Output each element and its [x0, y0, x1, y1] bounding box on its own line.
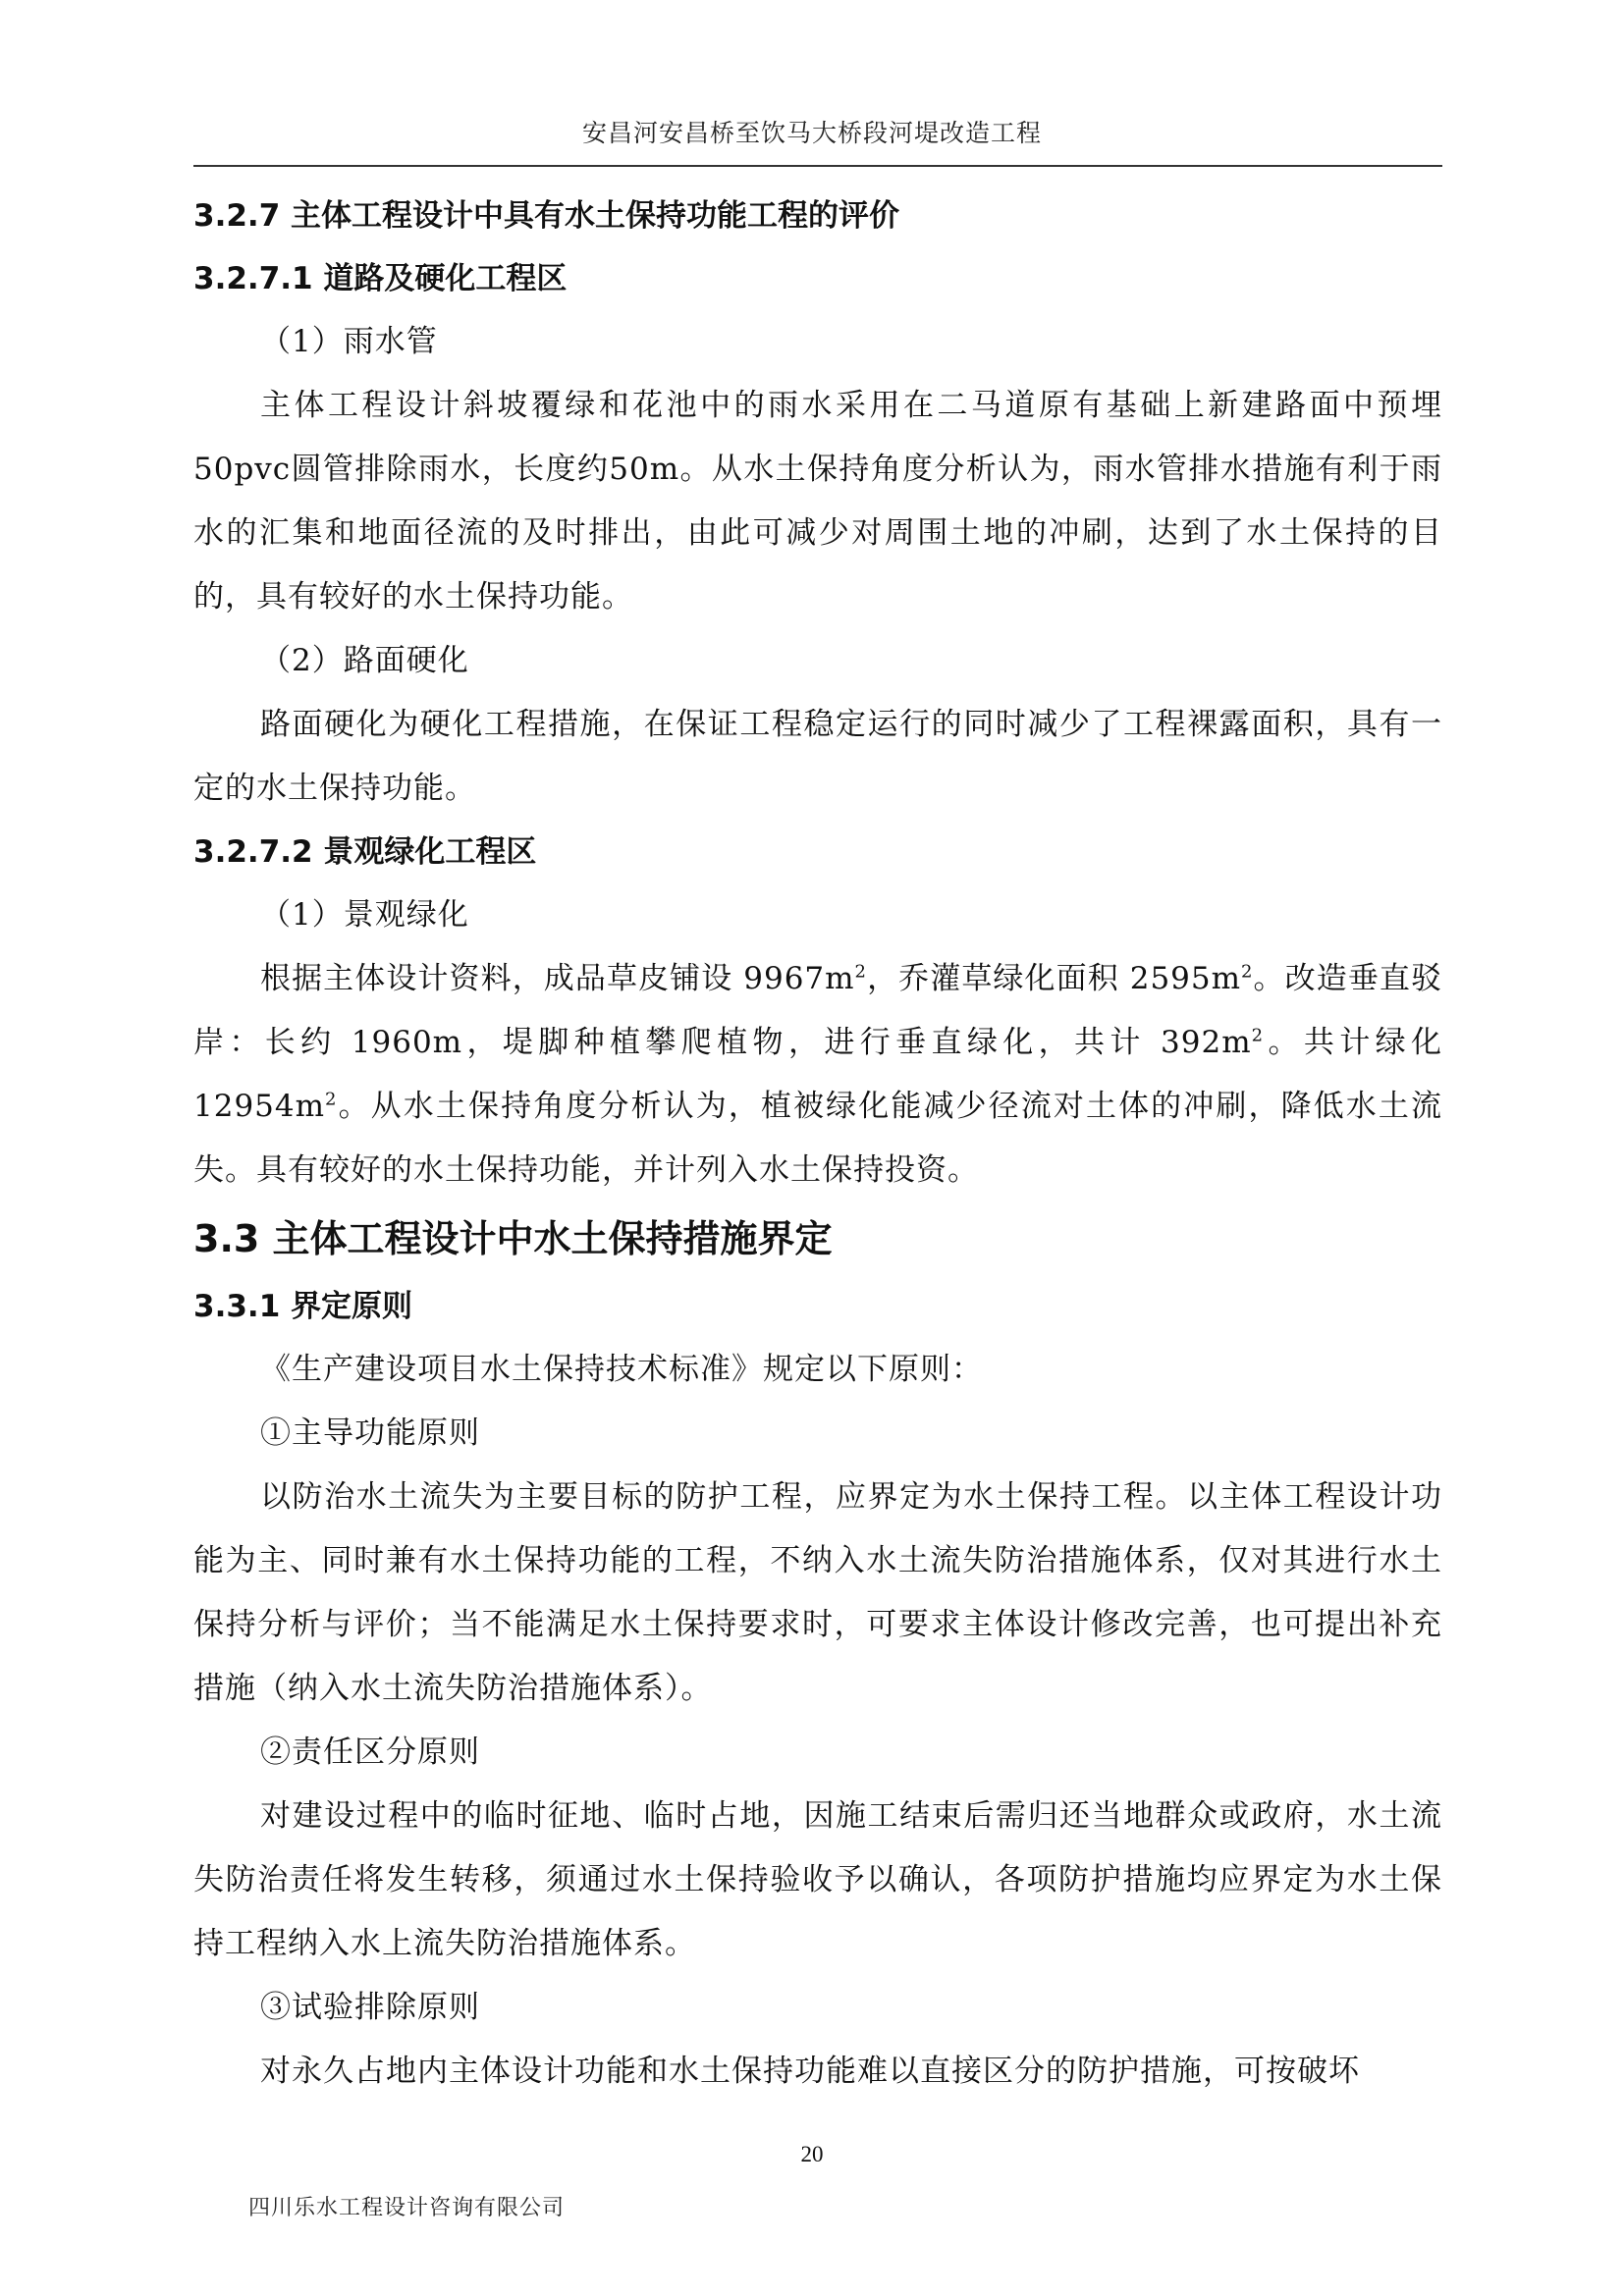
standard-intro: 《生产建设项目水土保持技术标准》规定以下原则： [260, 1352, 983, 1387]
principle-2-text: 对建设过程中的临时征地、临时占地，因施工结束后需归还当地群众或政府，水土流失防治责任将发生转移，须通过水土保持验收予以确认，各项防护措施均应界定为水土保持工程纳入水上流失防治措施体系。 [193, 1798, 1442, 1961]
section-heading-3-3: 3.3 主体工程设计中水土保持措施界定 [193, 1217, 833, 1260]
superscript: 2 [1241, 961, 1254, 983]
principle-3-text: 对永久占地内主体设计功能和水土保持功能难以直接区分的防护措施，可按破坏 [260, 2054, 1360, 2089]
item-road-hardening: （2）路面硬化 [260, 643, 469, 678]
page-number: 20 [800, 2142, 824, 2166]
paragraph-road-hardening: 路面硬化为硬化工程措施，在保证工程稳定运行的同时减少了工程裸露面积，具有一定的水土保持功能。 [193, 707, 1442, 806]
page-body [193, 185, 1442, 2104]
section-heading-3-3-1: 3.3.1 界定原则 [193, 1289, 413, 1324]
text-run: ，乔灌草绿化面积 2595m [867, 961, 1242, 996]
text-run: 。改造垂直驳岸：长约 1960m，堤脚种植攀爬植物，进行垂直绿化，共计 392m [193, 961, 1442, 1060]
text-run: 根据主体设计资料，成品草皮铺设 9967m [260, 961, 855, 996]
principle-1-text: 以防治水土流失为主要目标的防护工程，应界定为水土保持工程。以主体工程设计功能为主、同时兼有水土保持功能的工程，不纳入水土流失防治措施体系，仅对其进行水土保持分析与评价；当不能满足水土保持要求时，可要求主体设计修改完善，也可提出补充措施（纳入水土流失防治措施体系）。 [193, 1479, 1442, 1706]
principle-1-title: ①主导功能原则 [260, 1415, 480, 1451]
superscript: 2 [1251, 1025, 1265, 1046]
paragraph-landscape-greening [193, 947, 1442, 1202]
superscript: 2 [325, 1089, 338, 1110]
item-landscape-greening: （1）景观绿化 [260, 897, 469, 933]
section-heading-3-2-7-2: 3.2.7.2 景观绿化工程区 [193, 834, 537, 870]
section-heading-3-2-7: 3.2.7 主体工程设计中具有水土保持功能工程的评价 [193, 198, 900, 234]
principle-2-title: ②责任区分原则 [260, 1735, 480, 1770]
running-header-title: 安昌河安昌桥至饮马大桥段河堤改造工程 [581, 119, 1042, 147]
superscript: 2 [854, 961, 867, 983]
header-divider [193, 165, 1442, 167]
section-heading-3-2-7-1: 3.2.7.1 道路及硬化工程区 [193, 261, 568, 296]
text-run: 。共计绿化 12954m [193, 1025, 1443, 1124]
principle-3-title: ③试验排除原则 [260, 1990, 480, 2025]
footer-company-name: 四川乐水工程设计咨询有限公司 [248, 2196, 566, 2220]
item-rain-pipe: （1）雨水管 [260, 324, 438, 359]
text-run: 。从水土保持角度分析认为，植被绿化能减少径流对土体的冲刷，降低水土流失。具有较好的水土保持功能，并计列入水土保持投资。 [193, 1089, 1442, 1188]
paragraph-rain-pipe: 主体工程设计斜坡覆绿和花池中的雨水采用在二马道原有基础上新建路面中预埋50pvc圆管排除雨水，长度约50m。从水土保持角度分析认为，雨水管排水措施有利于雨水的汇集和地面径流的及时排出，由此可减少对周围土地的冲刷，达到了水土保持的目的，具有较好的水土保持功能。 [193, 388, 1442, 614]
